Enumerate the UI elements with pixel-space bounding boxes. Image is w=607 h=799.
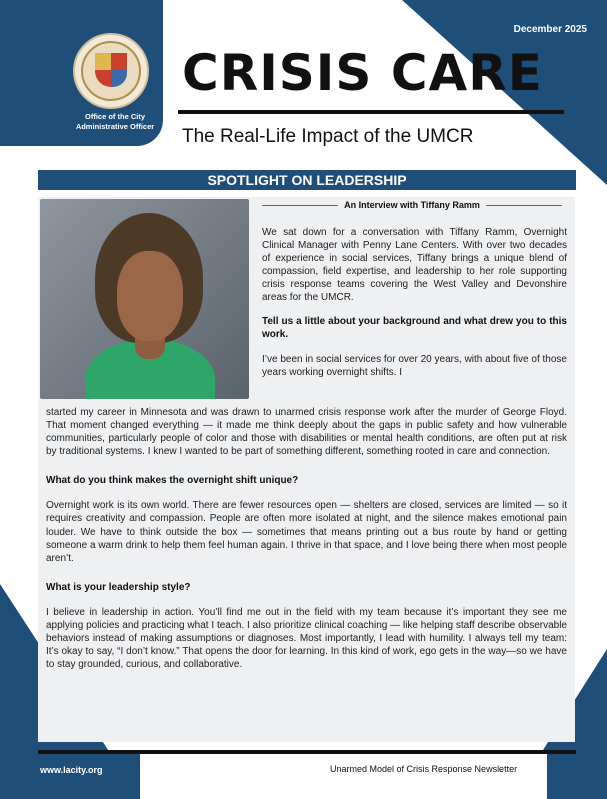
intro-column (262, 226, 567, 379)
portrait-photo (40, 199, 249, 399)
interview-header (262, 200, 562, 210)
newsletter-name: Unarmed Model of Crisis Response Newsletter (330, 764, 518, 774)
city-seal-icon (73, 33, 149, 109)
section-banner: SPOTLIGHT ON LEADERSHIP (38, 170, 576, 190)
answer-1-part-1: I’ve been in social services for over 20 years, with about five of those years working overnight shifts. I (262, 353, 567, 378)
question-1: Tell us a little about your background and what drew you to this work. (262, 315, 567, 340)
title-divider (178, 110, 564, 114)
header-line-left (262, 205, 338, 206)
website-link[interactable]: www.lacity.org (40, 765, 103, 775)
issue-date: December 2025 (513, 24, 587, 35)
answer-3: I believe in leadership in action. You’ll find me out in the field with my team because it’s important they see me applying policies and practicing what I teach. I also prioritize clinical coaching — like helping staff describe observable behaviors instead of making assumptions or diagnoses. Most importantly, I lead with humility. I always tell my team: It’s okay to say, “I don’t know.” That opens the door for learning. In this kind of work, ego gets in the way—so we have to stay grounded, curious, and collaborative. (46, 606, 567, 671)
interview-header-text: An Interview with Tiffany Ramm (344, 200, 480, 210)
footer-band-right (547, 751, 607, 799)
article-body (46, 406, 567, 671)
header-line-right (486, 205, 562, 206)
question-3: What is your leadership style? (46, 581, 191, 593)
page-title: CRISIS CARE (182, 44, 543, 102)
page-subtitle: The Real-Life Impact of the UMCR (182, 126, 474, 147)
question-2: What do you think makes the overnight shift unique? (46, 475, 299, 487)
footer-band-left (0, 751, 140, 799)
answer-1-part-2: started my career in Minnesota and was drawn to unarmed crisis response work after the murder of George Floyd. That moment changed everything — it made me think deeply about the gaps in public safety and how vulnerable communities, particularly people of color and those with disabilities or mental health conditions, are often put at risk by traditional systems. I knew I wanted to be part of something different, something rooted in care and connection. (46, 407, 567, 458)
footer-divider (38, 750, 576, 754)
answer-2: Overnight work is its own world. There are fewer resources open — shelters are closed, services are limited — so it requires creativity and compassion. People are often more isolated at night, and the silence makes emotional pain louder. We have to think outside the box — sometimes that means printing out a bus route by hand or getting someone a warm drink to help them feel human again. I thrive in that space, and I love being there when most people aren’t. (46, 500, 567, 564)
intro-paragraph: We sat down for a conversation with Tiffany Ramm, Overnight Clinical Manager with Penny Lane Centers. With over two decades of experience in social services, Tiffany brings a unique blend of compassion, field expertise, and leadership to her role supporting crisis response teams covering the West Valley and Devonshire areas for the UMCR. (262, 227, 567, 304)
office-label: Office of the City Administrative Officer (75, 112, 155, 131)
